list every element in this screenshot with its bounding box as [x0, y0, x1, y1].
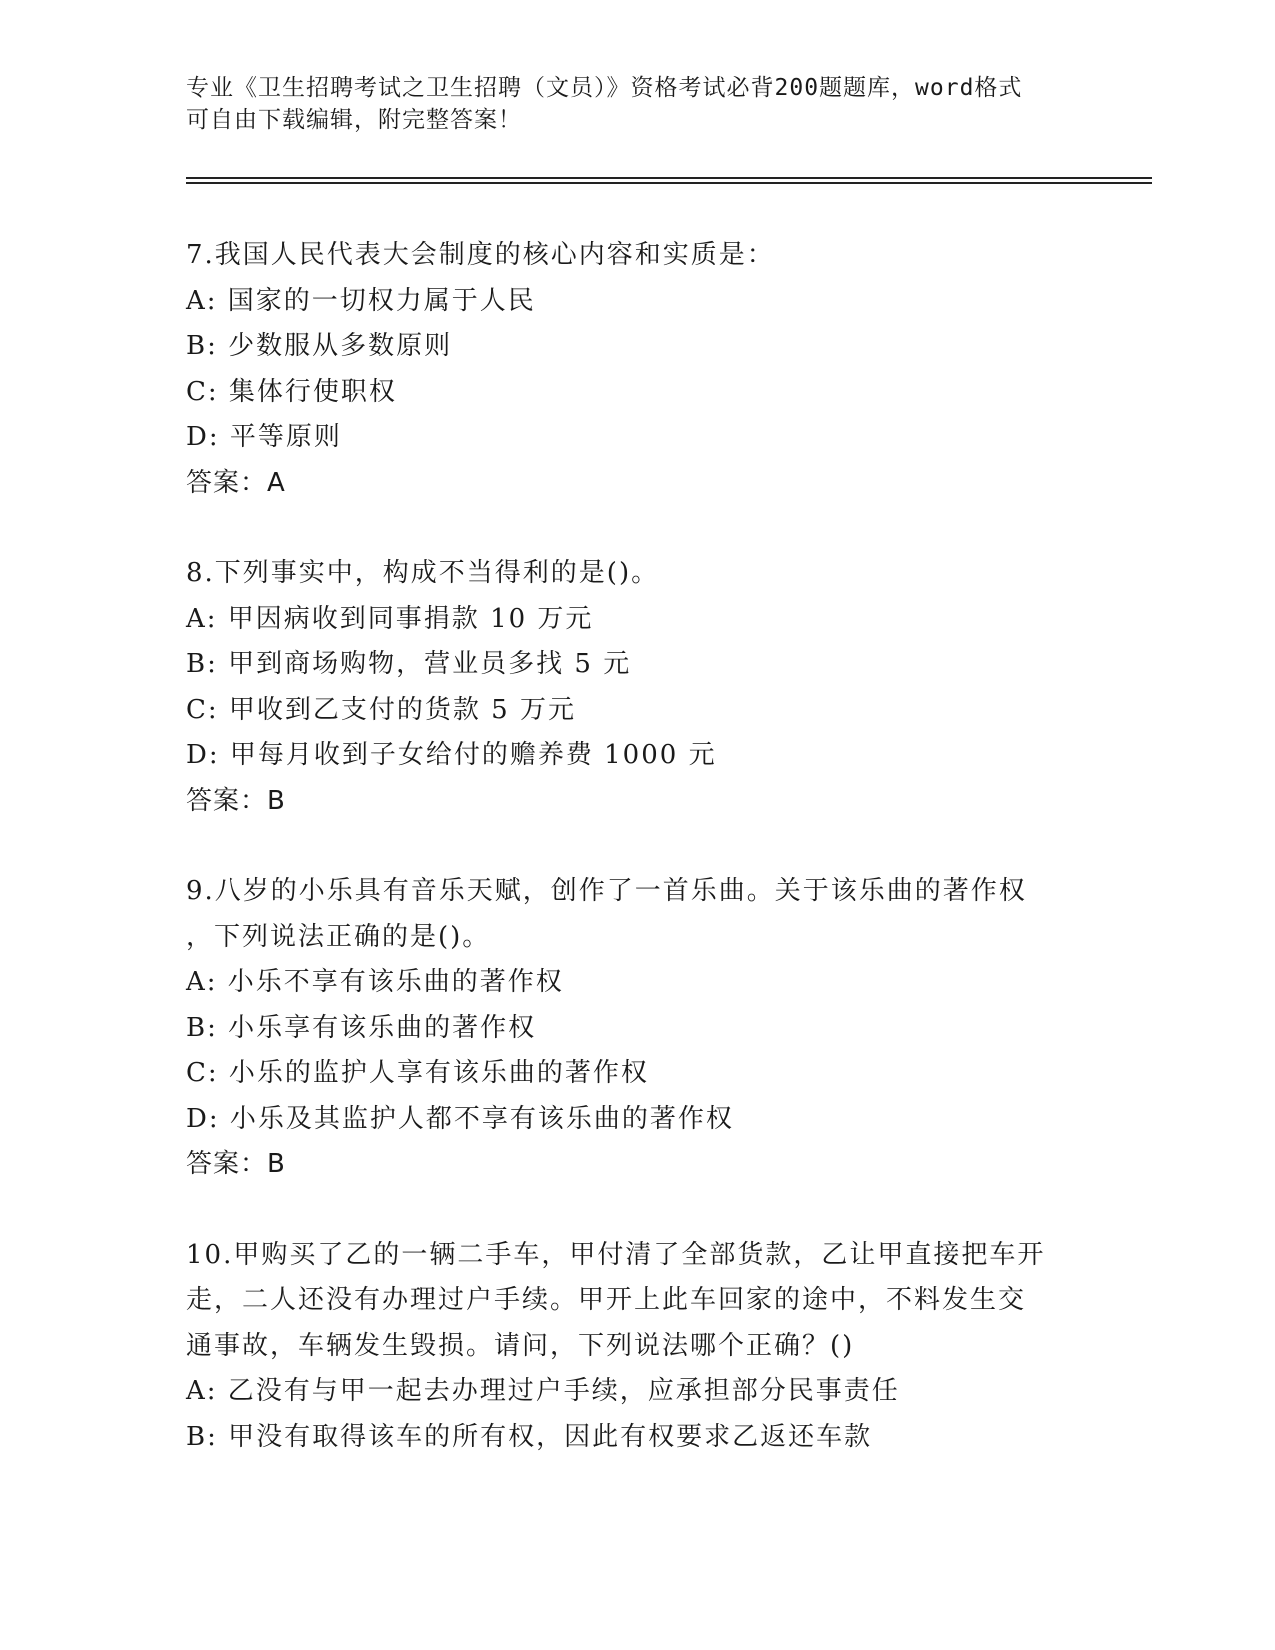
- option-a: A: 甲因病收到同事捐款 10 万元: [186, 603, 594, 634]
- option-d: D: 甲每月收到子女给付的赡养费 1000 元: [186, 740, 717, 770]
- question-stem-continued: ，下列说法正确的是()。: [186, 921, 491, 952]
- question-stem-continued: 走，二人还没有办理过户手续。甲开上此车回家的途中，不料发生交: [186, 1285, 1027, 1315]
- header-line-2: 可自由下载编辑，附完整答案！: [186, 107, 522, 133]
- option-a: A: 国家的一切权力属于人民: [186, 285, 536, 316]
- header-line-1: 专业《卫生招聘考试之卫生招聘（文员）》资格考试必背200题题库，word格式: [186, 75, 1023, 101]
- option-b: B: 甲到商场购物，营业员多找 5 元: [186, 649, 632, 679]
- option-c: C: 集体行使职权: [186, 376, 397, 407]
- question-stem: 10.甲购买了乙的一辆二手车，甲付清了全部货款，乙让甲直接把车开: [186, 1239, 1046, 1270]
- answer: 答案：B: [186, 785, 286, 816]
- question-10: [186, 1233, 1086, 1461]
- option-b: B: 少数服从多数原则: [186, 331, 453, 361]
- option-b: B: 甲没有取得该车的所有权，因此有权要求乙返还车款: [186, 1421, 873, 1452]
- question-8: [186, 551, 1086, 824]
- answer: 答案：A: [186, 467, 286, 498]
- option-a: A: 乙没有与甲一起去办理过户手续，应承担部分民事责任: [186, 1376, 900, 1406]
- question-7: [186, 233, 1086, 506]
- answer: 答案：B: [186, 1149, 286, 1179]
- question-stem: 8.下列事实中，构成不当得利的是()。: [186, 558, 660, 588]
- document-header: [186, 72, 1066, 136]
- question-list: [186, 233, 1086, 1505]
- question-9: [186, 869, 1086, 1188]
- question-stem: 7.我国人民代表大会制度的核心内容和实质是：: [186, 240, 775, 270]
- option-c: C: 甲收到乙支付的货款 5 万元: [186, 694, 576, 725]
- header-divider: [186, 177, 1152, 184]
- option-d: D: 小乐及其监护人都不享有该乐曲的著作权: [186, 1103, 734, 1134]
- question-stem-continued: 通事故，车辆发生毁损。请问，下列说法哪个正确？(): [186, 1330, 855, 1361]
- option-a: A: 小乐不享有该乐曲的著作权: [186, 967, 564, 997]
- option-b: B: 小乐享有该乐曲的著作权: [186, 1012, 537, 1043]
- option-d: D: 平等原则: [186, 422, 342, 452]
- option-c: C: 小乐的监护人享有该乐曲的著作权: [186, 1058, 649, 1088]
- question-stem: 9.八岁的小乐具有音乐天赋，创作了一首乐曲。关于该乐曲的著作权: [186, 876, 1027, 906]
